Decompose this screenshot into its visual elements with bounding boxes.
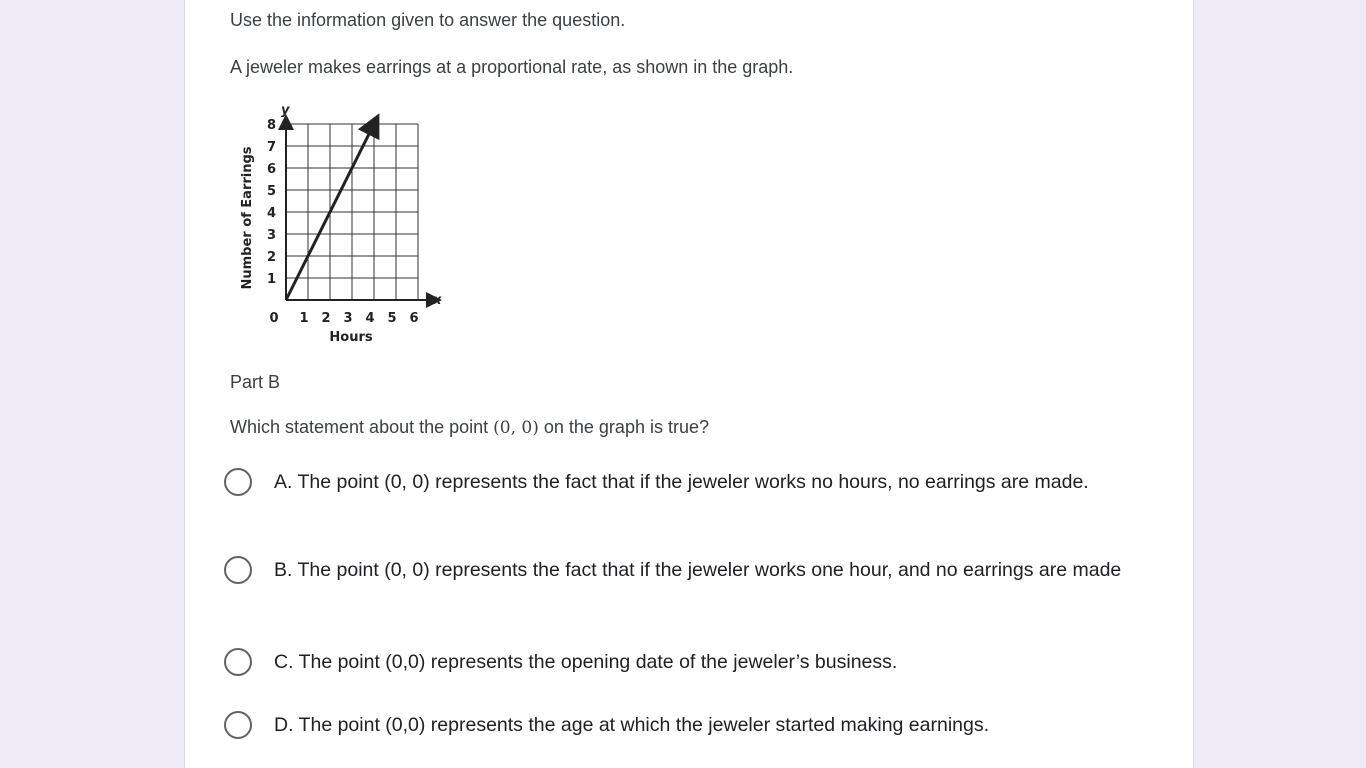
option-b-label: B. The point (0, 0) represents the fact that if the jeweler works one hour, and no earrings are made bbox=[274, 559, 1122, 581]
question-before: Which statement about the point bbox=[230, 417, 494, 437]
option-c-label: C. The point (0,0) represents the opening date of the jeweler’s business. bbox=[274, 651, 898, 673]
y-tick-label: 2 bbox=[266, 250, 276, 265]
x-tick-label: 4 bbox=[365, 311, 375, 326]
x-tick-label: 1 bbox=[299, 311, 309, 326]
graph-grid bbox=[286, 124, 418, 300]
x-axis-symbol: x bbox=[433, 293, 442, 308]
x-tick-label: 6 bbox=[409, 311, 419, 326]
intro-text: Use the information given to answer the question. bbox=[230, 10, 626, 30]
y-tick-label: 8 bbox=[266, 118, 276, 133]
question-after: on the graph is true? bbox=[538, 417, 709, 437]
x-axis-label: Hours bbox=[329, 330, 373, 345]
y-tick-label: 5 bbox=[266, 184, 276, 199]
earrings-graph bbox=[236, 98, 456, 348]
question-text bbox=[230, 417, 709, 438]
y-tick-label: 4 bbox=[266, 206, 276, 221]
option-d[interactable] bbox=[224, 709, 1124, 741]
y-tick-label: 6 bbox=[266, 162, 276, 177]
y-tick-label: 1 bbox=[266, 272, 276, 287]
option-d-label: D. The point (0,0) represents the age at which the jeweler started making earnings. bbox=[274, 714, 990, 736]
y-axis-symbol: y bbox=[281, 103, 290, 118]
prompt-text: A jeweler makes earrings at a proportional rate, as shown in the graph. bbox=[230, 57, 794, 77]
y-tick-label: 3 bbox=[266, 228, 276, 243]
part-label: Part B bbox=[230, 372, 281, 392]
x-tick-label: 3 bbox=[343, 311, 353, 326]
option-b-radio[interactable] bbox=[224, 556, 252, 584]
y-axis-label: Number of Earrings bbox=[240, 146, 255, 290]
option-c[interactable] bbox=[224, 646, 1124, 678]
option-a[interactable] bbox=[224, 466, 1124, 498]
question-point: (0, 0) bbox=[493, 418, 539, 438]
option-a-radio[interactable] bbox=[224, 468, 252, 496]
option-d-radio[interactable] bbox=[224, 711, 252, 739]
y-tick-label: 7 bbox=[266, 140, 276, 155]
x-tick-label: 5 bbox=[387, 311, 397, 326]
option-b[interactable] bbox=[224, 554, 1124, 586]
x-tick-label: 2 bbox=[321, 311, 331, 326]
option-a-label: A. The point (0, 0) represents the fact that if the jeweler works no hours, no earrings are made. bbox=[274, 471, 1089, 493]
option-c-radio[interactable] bbox=[224, 648, 252, 676]
x-tick-label: 0 bbox=[269, 311, 279, 326]
